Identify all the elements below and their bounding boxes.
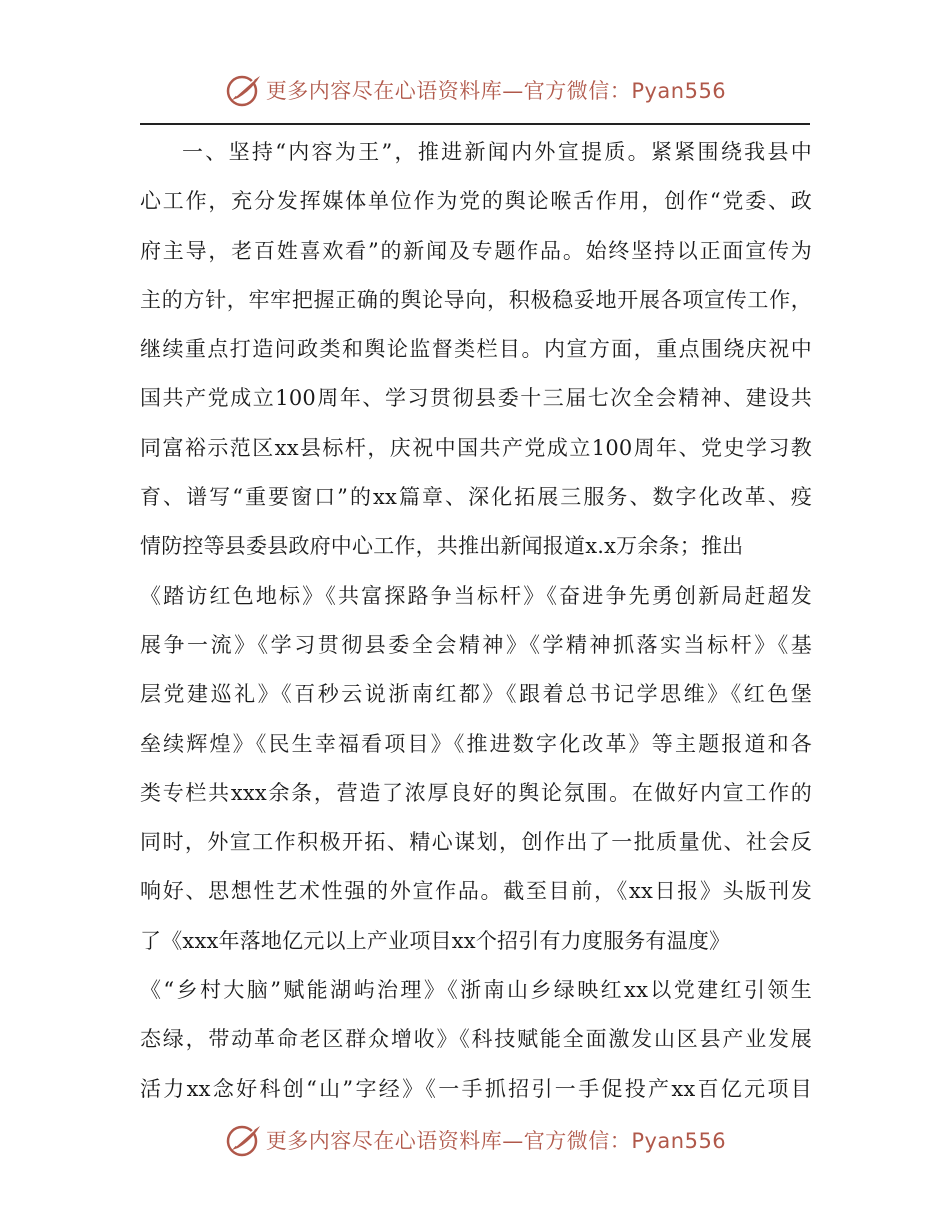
text-line: 《踏访红色地标》《共富探路争当标杆》《奋进争先勇创新局赶超发 <box>140 583 812 608</box>
text-line: 心工作，充分发挥媒体单位作为党的舆论喉舌作用，创作“党委、政 <box>140 189 812 214</box>
text-line: 国共产党成立100周年、学习贯彻县委十三届七次全会精神、建设共 <box>140 386 812 411</box>
text-line: 继续重点打造问政类和舆论监督类栏目。内宣方面，重点围绕庆祝中 <box>140 337 812 362</box>
text-line: 展争一流》《学习贯彻县委全会精神》《学精神抓落实当标杆》《基 <box>140 632 812 657</box>
text-line: 情防控等县委县政府中心工作，共推出新闻报道x.x万余条；推出 <box>140 534 744 559</box>
text-line: 了《xxx年落地亿元以上产业项目xx个招引有力度服务有温度》 <box>140 928 731 953</box>
text-line: 主的方针，牢牢把握正确的舆论导向，积极稳妥地开展各项宣传工作， <box>140 287 812 312</box>
banner-label: 更多内容尽在心语资料库—官方微信： <box>265 1129 632 1153</box>
quill-logo-icon <box>224 1120 264 1160</box>
text-line: 垒续辉煌》《民生幸福看项目》《推进数字化改革》等主题报道和各 <box>140 731 812 756</box>
text-line: 层党建巡礼》《百秒云说浙南红都》《跟着总书记学思维》《红色堡 <box>140 682 812 707</box>
text-line: 同富裕示范区xx县标杆，庆祝中国共产党成立100周年、党史学习教 <box>140 435 812 460</box>
document-body <box>140 128 812 1114</box>
banner-wechat-id: Pyan556 <box>631 1129 727 1153</box>
quill-logo-icon <box>224 70 264 110</box>
banner-wechat-id: Pyan556 <box>631 79 727 103</box>
footer-banner <box>0 1118 950 1162</box>
header-divider <box>140 123 810 125</box>
text-line: 响好、思想性艺术性强的外宣作品。截至目前，《xx日报》头版刊发 <box>140 879 812 904</box>
text-line: 《“乡村大脑”赋能湖屿治理》《浙南山乡绿映红xx以党建红引领生 <box>140 978 812 1003</box>
text-line: 态绿，带动革命老区群众增收》《科技赋能全面激发山区县产业发展 <box>140 1027 812 1052</box>
text-line: 类专栏共xxx余条，营造了浓厚良好的舆论氛围。在做好内宣工作的 <box>140 780 812 805</box>
text-line: 一、坚持“内容为王”，推进新闻内外宣提质。紧紧围绕我县中 <box>182 140 812 164</box>
banner-text <box>266 1125 726 1155</box>
text-line: 活力xx念好科创“山”字经》《一手抓招引一手促投产xx百亿元项目 <box>140 1076 812 1101</box>
text-line: 育、谱写“重要窗口”的xx篇章、深化拓展三服务、数字化改革、疫 <box>140 485 812 510</box>
banner-label: 更多内容尽在心语资料库—官方微信： <box>265 79 632 103</box>
header-banner <box>0 68 950 112</box>
text-line: 同时，外宣工作积极开拓、精心谋划，创作出了一批质量优、社会反 <box>140 830 812 855</box>
banner-text <box>266 75 726 105</box>
text-line: 府主导，老百姓喜欢看”的新闻及专题作品。始终坚持以正面宣传为 <box>140 238 812 263</box>
